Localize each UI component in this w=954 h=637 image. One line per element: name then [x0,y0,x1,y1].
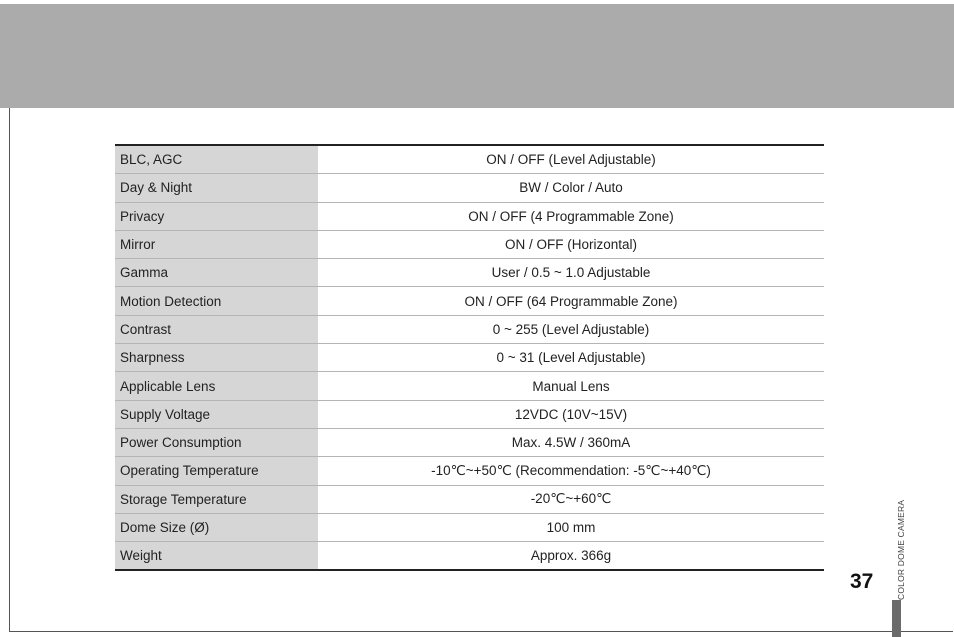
spec-value: BW / Color / Auto [318,174,824,202]
header-band [0,4,954,108]
spec-table [115,144,824,571]
table-row [115,400,824,428]
spec-label: Weight [115,542,318,571]
spec-label: Dome Size (Ø) [115,513,318,541]
table-row [115,542,824,571]
table-row [115,372,824,400]
table-row [115,202,824,230]
spec-label: Supply Voltage [115,400,318,428]
spec-value: 12VDC (10V~15V) [318,400,824,428]
spec-value: -10℃~+50℃ (Recommendation: -5℃~+40℃) [318,457,824,485]
table-row [115,315,824,343]
spec-value: User / 0.5 ~ 1.0 Adjustable [318,259,824,287]
spec-value: Manual Lens [318,372,824,400]
spec-value: ON / OFF (4 Programmable Zone) [318,202,824,230]
spec-value: Max. 4.5W / 360mA [318,428,824,456]
spec-label: Privacy [115,202,318,230]
spec-value: 100 mm [318,513,824,541]
table-row [115,457,824,485]
section-title: COLOR DOME CAMERA [896,499,906,600]
spec-label: BLC, AGC [115,145,318,174]
table-row [115,259,824,287]
spec-label: Contrast [115,315,318,343]
table-row [115,174,824,202]
spec-label: Operating Temperature [115,457,318,485]
table-row [115,230,824,258]
spec-label: Mirror [115,230,318,258]
table-row [115,145,824,174]
spec-label: Applicable Lens [115,372,318,400]
spec-value: 0 ~ 255 (Level Adjustable) [318,315,824,343]
table-row [115,513,824,541]
table-row [115,287,824,315]
spec-label: Day & Night [115,174,318,202]
spec-value: Approx. 366g [530,548,612,564]
spec-label: Motion Detection [115,287,318,315]
spec-label: Gamma [115,259,318,287]
table-row [115,344,824,372]
spec-label: Sharpness [115,344,318,372]
spec-value: ON / OFF (64 Programmable Zone) [318,287,824,315]
table-row [115,485,824,513]
spec-value: ON / OFF (Horizontal) [318,230,824,258]
spec-value: -20℃~+60℃ [318,485,824,513]
section-marker-bar [892,600,901,637]
spec-value: 0 ~ 31 (Level Adjustable) [318,344,824,372]
table-row [115,428,824,456]
spec-label: Storage Temperature [115,485,318,513]
page-number: 37 [850,570,874,593]
spec-value: ON / OFF (Level Adjustable) [318,145,824,174]
spec-label: Power Consumption [115,428,318,456]
